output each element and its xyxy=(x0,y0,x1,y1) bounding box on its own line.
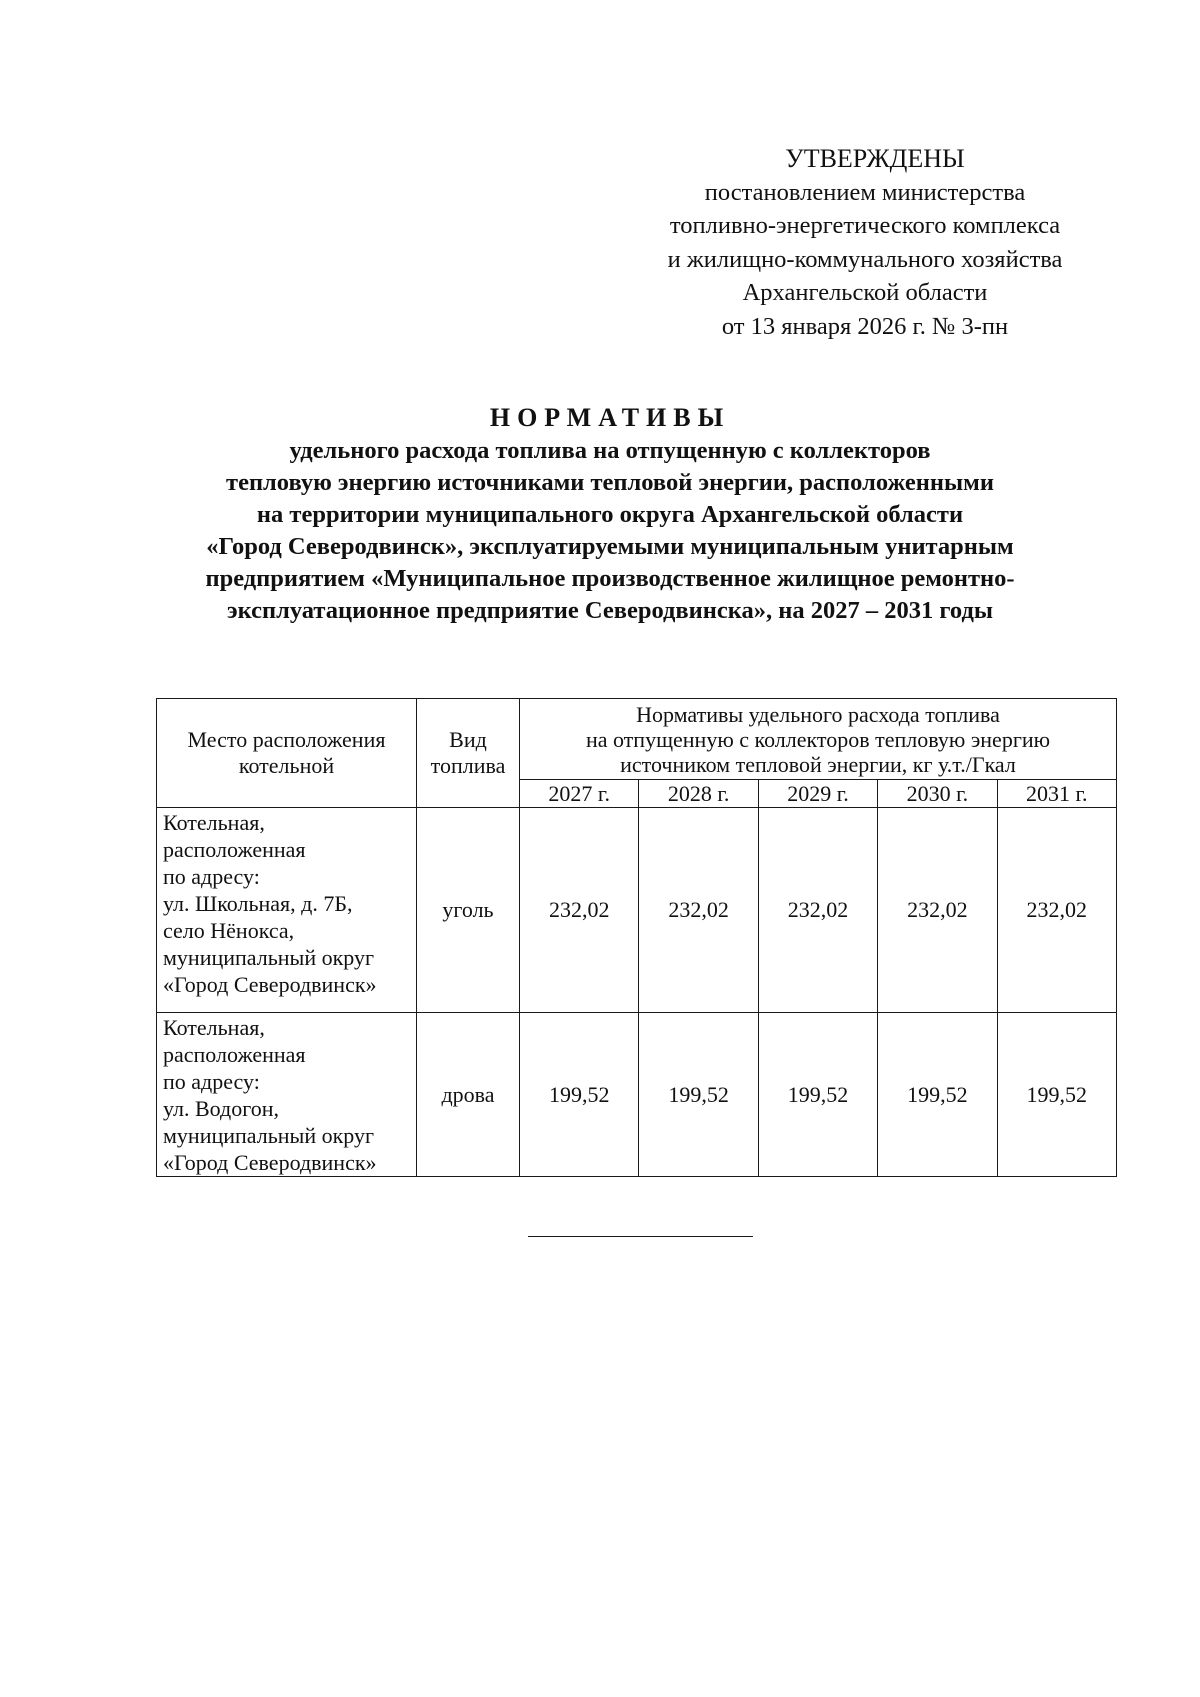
cell-value: 232,02 xyxy=(997,808,1116,1013)
cell-fuel: уголь xyxy=(417,808,520,1013)
place-line: по адресу: xyxy=(163,1069,260,1094)
header-norms-line: источником тепловой энергии, кг у.т./Гкал xyxy=(620,752,1016,777)
cell-fuel: дрова xyxy=(417,1013,520,1177)
header-fuel xyxy=(417,699,520,808)
place-line: Котельная, xyxy=(163,810,265,835)
title-line: «Город Северодвинск», эксплуатируемыми муниципальным унитарным xyxy=(206,533,1014,560)
cell-value: 232,02 xyxy=(758,808,877,1013)
place-line: Котельная, xyxy=(163,1015,265,1040)
approval-line: от 13 января 2026 г. № 3-пн xyxy=(721,312,1009,340)
title-line: удельного расхода топлива на отпущенную с коллекторов xyxy=(289,437,931,464)
approval-line: Архангельской области xyxy=(742,279,988,306)
cell-value: 199,52 xyxy=(878,1013,997,1177)
approval-line: и жилищно-коммунального хозяйства xyxy=(667,245,1063,273)
header-year: 2031 г. xyxy=(997,780,1116,808)
norms-table xyxy=(156,698,1117,1177)
header-fuel-line: топлива xyxy=(430,753,506,778)
header-year: 2029 г. xyxy=(758,780,877,808)
header-place xyxy=(157,699,417,808)
place-line: «Город Северодвинск» xyxy=(163,1150,377,1175)
title-main: НОРМАТИВЫ xyxy=(489,403,731,432)
title-line: предприятием «Муниципальное производственное жилищное ремонтно- xyxy=(205,565,1015,592)
header-fuel-line: Вид xyxy=(449,727,487,752)
table-header-row xyxy=(157,699,1117,780)
place-line: расположенная xyxy=(163,1042,306,1067)
header-year: 2030 г. xyxy=(878,780,997,808)
header-year: 2027 г. xyxy=(520,780,639,808)
approval-heading: УТВЕРЖДЕНЫ xyxy=(785,144,965,173)
header-norms xyxy=(520,699,1117,780)
header-norms-line: на отпущенную с коллекторов тепловую энергию xyxy=(585,727,1051,752)
cell-value: 232,02 xyxy=(639,808,758,1013)
closing-rule xyxy=(528,1236,753,1237)
title-line: эксплуатационное предприятие Северодвинска», на 2027 – 2031 годы xyxy=(227,597,993,624)
document-title xyxy=(130,402,1090,627)
place-line: расположенная xyxy=(163,837,306,862)
title-line: тепловую энергию источниками тепловой энергии, расположенными xyxy=(226,469,994,496)
place-line: ул. Школьная, д. 7Б, xyxy=(163,891,353,916)
place-line: муниципальный округ xyxy=(163,945,375,970)
cell-value: 199,52 xyxy=(639,1013,758,1177)
cell-value: 232,02 xyxy=(520,808,639,1013)
place-line: ул. Водогон, xyxy=(163,1096,279,1121)
approval-stamp xyxy=(615,142,1115,343)
header-place-line: котельной xyxy=(238,753,335,778)
place-line: по адресу: xyxy=(163,864,260,889)
cell-value: 199,52 xyxy=(758,1013,877,1177)
title-line: на территории муниципального округа Архангельской области xyxy=(256,501,964,528)
cell-value: 232,02 xyxy=(878,808,997,1013)
table-row xyxy=(157,808,1117,1013)
header-place-line: Место расположения xyxy=(187,727,386,752)
place-line: муниципальный округ xyxy=(163,1123,375,1148)
header-norms-line: Нормативы удельного расхода топлива xyxy=(636,702,1000,727)
cell-value: 199,52 xyxy=(997,1013,1116,1177)
cell-place xyxy=(157,1013,417,1177)
approval-line: топливно-энергетического комплекса xyxy=(669,212,1061,239)
cell-place xyxy=(157,808,417,1013)
place-line: «Город Северодвинск» xyxy=(163,972,377,997)
approval-line: постановлением министерства xyxy=(704,178,1026,206)
table-row xyxy=(157,1013,1117,1177)
header-year: 2028 г. xyxy=(639,780,758,808)
cell-value: 199,52 xyxy=(520,1013,639,1177)
place-line: село Нёнокса, xyxy=(163,918,295,943)
